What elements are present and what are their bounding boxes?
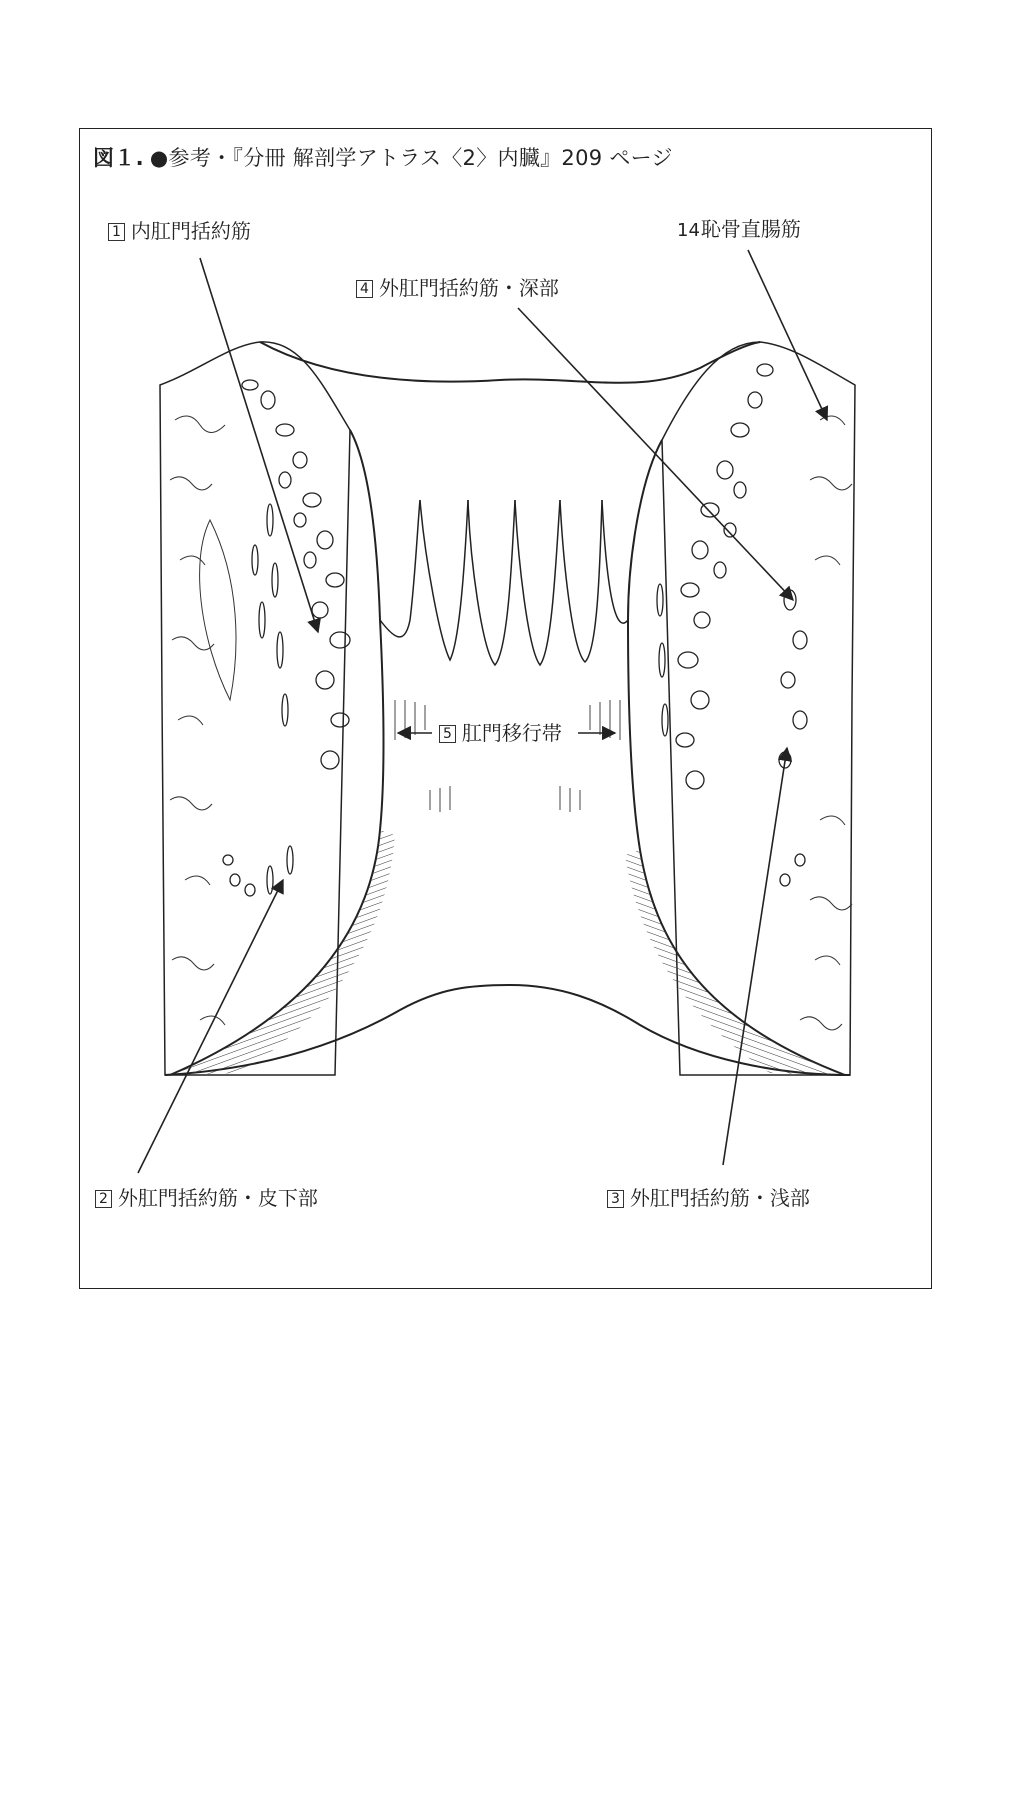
label-text: 外肛門括約筋・皮下部 [117, 1186, 318, 1210]
label-internal-sphincter [108, 219, 251, 243]
transitional-zone-hatching [395, 700, 620, 812]
leader-internal-sphincter [200, 258, 318, 632]
tissue-outline-right [662, 342, 855, 1075]
anal-columns [380, 500, 628, 665]
label-number: 2 [95, 1190, 112, 1208]
label-text: 内肛門括約筋 [130, 219, 251, 243]
muscle-fibres-right [657, 364, 807, 886]
lower-band-right [625, 850, 845, 1075]
label-number: 1 [108, 223, 125, 241]
figure-caption [93, 142, 673, 172]
label-number: 4 [356, 280, 373, 298]
muscle-fibres-left [223, 380, 350, 896]
label-text: 恥骨直腸筋 [700, 217, 801, 241]
label-transitional-zone [436, 721, 565, 745]
label-text: 外肛門括約筋・浅部 [629, 1186, 810, 1210]
figure-number: 図１. [93, 146, 144, 170]
label-number: 5 [439, 725, 456, 743]
label-puborectalis [677, 217, 801, 241]
label-external-subcutaneous [95, 1186, 318, 1210]
figure-reference: ●参考・『分冊 解剖学アトラス〈2〉内臓』209 ページ [149, 146, 673, 170]
label-external-deep [356, 276, 559, 300]
lower-band-left [170, 830, 395, 1075]
label-text: 肛門移行帯 [461, 721, 562, 745]
label-number: 14 [677, 220, 700, 241]
label-external-superficial [607, 1186, 810, 1210]
lumen-top-edge [260, 342, 760, 383]
canal-wall-left [170, 430, 383, 1075]
label-number: 3 [607, 1190, 624, 1208]
leader-external-deep [518, 308, 793, 600]
tissue-outline-left [160, 342, 350, 1075]
leader-superficial [723, 748, 787, 1165]
label-text: 外肛門括約筋・深部 [378, 276, 559, 300]
canal-wall-right [628, 440, 845, 1075]
